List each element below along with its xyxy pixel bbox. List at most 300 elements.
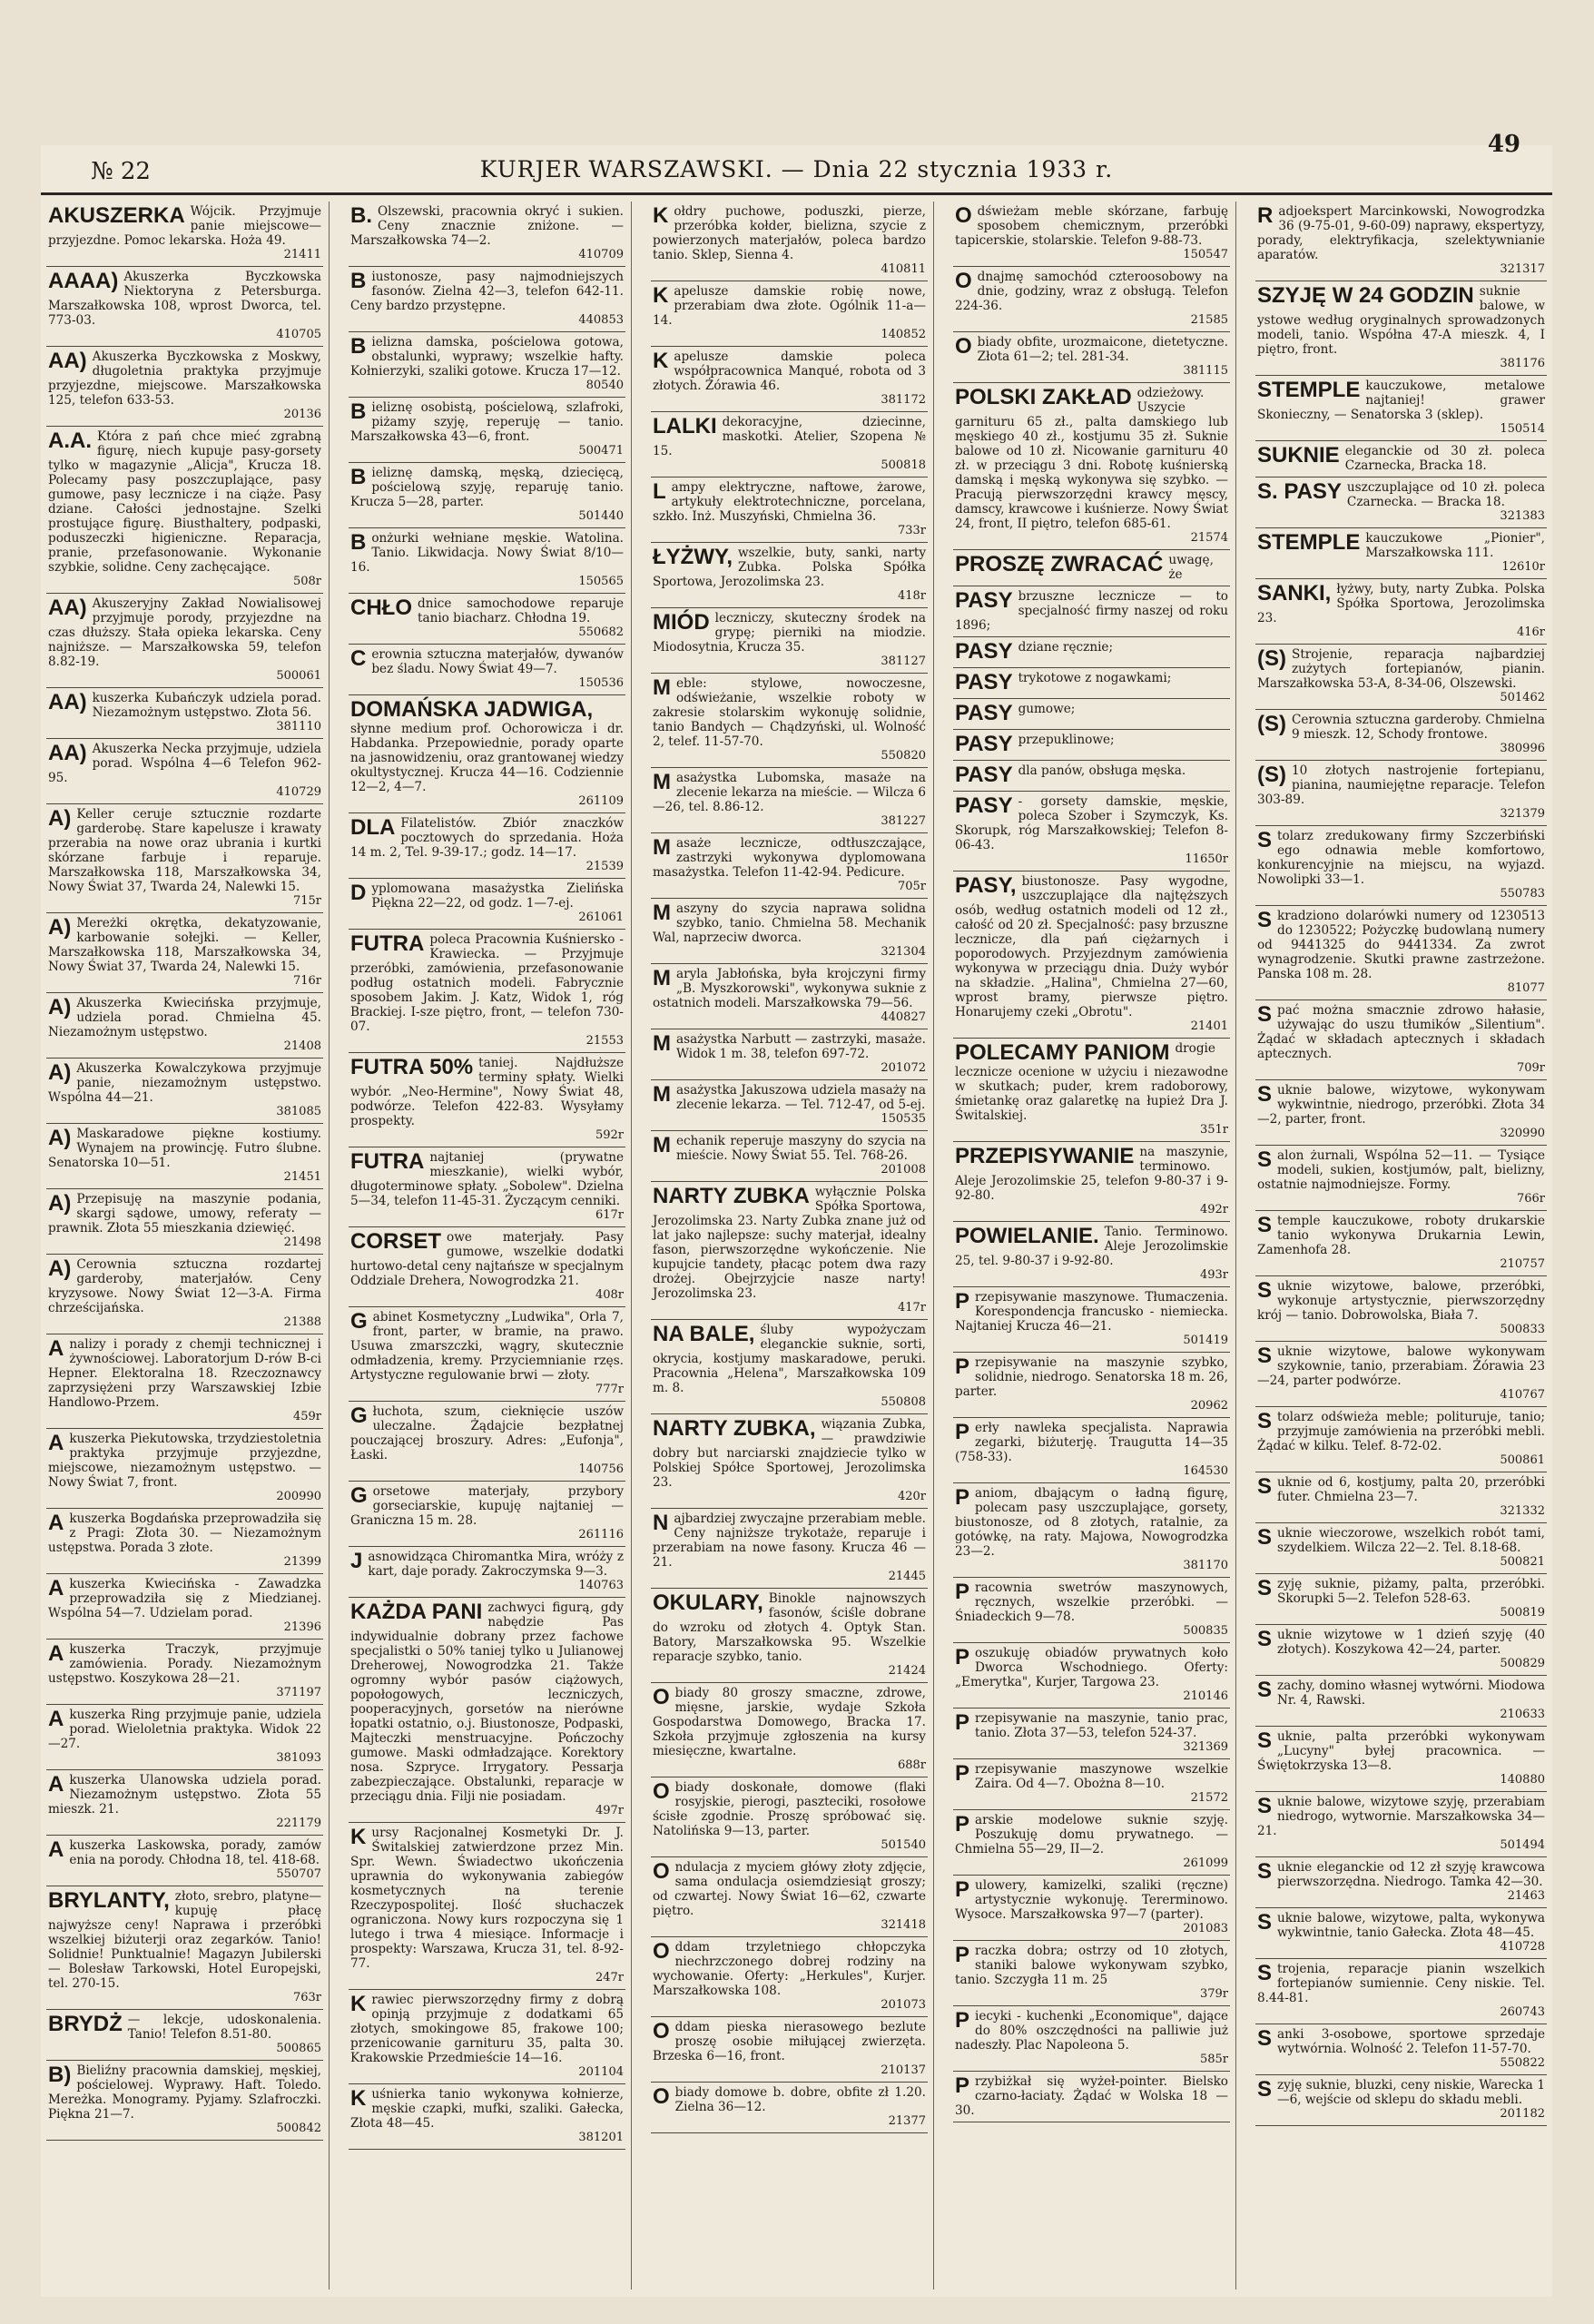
ad-code: 150535: [881, 1112, 926, 1126]
ad-text: rzybiżkał się wyżeł-pointer. Bielsko czarno-łaciaty. Żądać w Wolska 18 — 30.: [955, 2074, 1228, 2118]
ad-text: Filatelistów. Zbiór znaczków pocztowych do sprzedania. Hoża 14 m. 2, Tel. 9-39-17.; godz. 14—17.: [350, 816, 624, 860]
ad-heading: S: [1257, 1474, 1273, 1499]
ad-heading: M: [653, 675, 671, 700]
classified-ad: [651, 1683, 928, 1777]
ad-heading: A): [48, 1126, 72, 1150]
ad-heading: (S): [1257, 763, 1286, 787]
ad-heading: P: [955, 1354, 970, 1379]
ad-heading: B: [350, 269, 367, 293]
newspaper-page: [41, 131, 1552, 2297]
ad-heading: STEMPLE: [1257, 530, 1361, 555]
ad-code: 408r: [595, 1288, 624, 1302]
classified-ad: [953, 1353, 1230, 1418]
classified-ad: [46, 427, 323, 594]
ad-code: 550820: [881, 749, 926, 763]
ad-code: 201083: [1183, 1922, 1228, 1935]
classified-ad: [953, 730, 1230, 761]
ad-code: 410767: [1500, 1388, 1545, 1402]
ad-text: uknie balowe, wizytowe szyję, przerabiam niedrogo, wytwornie. Marszałkowska 34—21.: [1257, 1795, 1545, 1838]
ad-heading: KAŻDA PANI: [350, 1600, 483, 1624]
classified-ad: [46, 1770, 323, 1836]
classified-ad: [46, 1836, 323, 1886]
ad-heading: S: [1257, 1961, 1273, 1985]
ad-text: uknie wizytowe, balowe, przeróbki, wykonuje artystycznie, pierwszorzędny krój — tanio. Dobrowolska, Biała 7.: [1257, 1279, 1545, 1323]
ad-code: 410728: [1500, 1940, 1545, 1954]
classified-ad: [46, 2061, 323, 2141]
ad-text: tolarz odświeża meble; polituruje, tanio; przyjmuje zamówienia na przeróbki mebli. Żądać w kilku. Telef. 8-72-02.: [1257, 1410, 1545, 1453]
ad-code: 381201: [578, 2131, 624, 2144]
ad-heading: S: [1257, 1525, 1273, 1550]
ad-text: Akuszerka Byczkowska z Moskwy, długoletnia praktyka przyjmuje przyjezdne, miejscowe. Marszałkowska 125, telefon 633-53.: [48, 350, 321, 408]
ad-heading: A: [48, 1772, 64, 1797]
ad-text: słynne medium prof. Ochorowicza i dr. Habdanka. Przepowiednie, porady oparte na jasnowidzeniu, oraz grantowanej wiedzy okultystycznej. Krucza 44—16. Codziennie 12—2, 4—7.: [350, 722, 624, 794]
ad-code: 501440: [578, 509, 624, 523]
ad-columns: [41, 202, 1552, 2290]
ad-text: uknie balowe, wizytowe, palta, wykonywa wykwintnie, tanio Gałecka. Złota 48—45.: [1277, 1911, 1545, 1940]
ad-heading: S: [1257, 1213, 1273, 1237]
ad-heading: DOMAŃSKA JADWIGA,: [350, 697, 594, 722]
ad-code: 21411: [283, 248, 321, 261]
ad-text: arskie modelowe suknie szyję. Poszukuję domu prywatnego. — Chmielna 55—29, II—2.: [955, 1813, 1228, 1856]
ad-heading: B: [350, 399, 367, 424]
ad-heading: M: [653, 770, 671, 794]
ad-heading: PASY: [955, 670, 1013, 694]
classified-ad: [46, 1705, 323, 1770]
ad-text: aszyny do szycia naprawa solidna szybko, tanio. Chmielna 58. Mechanik Wal, naprzeciw dworca.: [653, 901, 926, 945]
classified-ad: [349, 2084, 625, 2150]
classified-ad: [953, 202, 1230, 267]
ad-heading: P: [955, 1812, 970, 1837]
ad-text: taniej. Najdłuższe terminy spłaty. Wielki wybór. „Neo-Hermine", Nowy Świat 48, podwórze. Telefon 422-83. Wysyłamy prospekty.: [350, 1056, 624, 1128]
ad-text: iustonosze, pasy najmodniejszych fasonów. Zielna 42—3, telefon 642-11. Ceny bardzo przystępne.: [350, 270, 624, 313]
ad-code: 210633: [1500, 1708, 1545, 1721]
classified-ad: [651, 1777, 928, 1857]
ad-code: 500471: [578, 444, 624, 458]
page-header: [41, 131, 1552, 195]
classified-ad: [953, 872, 1230, 1039]
ad-heading: O: [653, 1939, 670, 1964]
classified-ad: [46, 1059, 323, 1124]
ad-heading: FUTRA: [350, 1149, 425, 1174]
classified-ad: [651, 478, 928, 543]
ad-text: ddam trzyletniego chłopczyka niechrzczonego dobrej rodziny na wychowanie. Oferty: „Herkules", Kurjer. Marszałkowska 108.: [653, 1940, 926, 1998]
ad-heading: B): [48, 2063, 72, 2087]
ad-code: 164530: [1183, 1464, 1228, 1478]
classified-ad: [349, 1402, 625, 1482]
ad-code: 210137: [881, 2063, 926, 2077]
classified-ad: [349, 1990, 625, 2084]
classified-ad: [651, 1509, 928, 1589]
classified-ad: [46, 594, 323, 688]
ad-heading: A): [48, 1191, 72, 1216]
ad-heading: AA): [48, 690, 87, 714]
ad-code: 221179: [276, 1817, 321, 1830]
classified-ad: [1255, 202, 1547, 281]
classified-ad: [1255, 441, 1547, 478]
ad-text: echanik reperuje maszyny do szycia na mieście. Nowy Świat 55. Tel. 768-26.: [676, 1134, 926, 1163]
classified-ad: [349, 398, 625, 463]
ad-code: 247r: [595, 1971, 624, 1984]
classified-ad: [1255, 906, 1547, 1000]
ad-heading: P: [955, 1289, 970, 1314]
ad-code: 21572: [1190, 1791, 1228, 1805]
ad-code: 261116: [578, 1528, 624, 1541]
ad-text: uknie wieczorowe, wszelkich robót tami, szydelkiem. Wilcza 22—2. Tel. 8.18-68.: [1277, 1526, 1545, 1555]
ad-text: kuszerka Bogdańska przeprowadziła się z Pragi: Złota 30. — Niezamożnym ustępstwa. Porada 3 złote.: [48, 1512, 321, 1555]
ad-text: dświeżam meble skórzane, farbuję sposobem chemicznym, przeróbki tapicerskie, stolarskie. Telefon 9-88-73.: [955, 204, 1228, 248]
ad-heading: DLA: [350, 815, 396, 840]
ad-code: 381170: [1183, 1559, 1228, 1572]
ad-text: ieliznę osobistą, pościelową, szlafroki, piżamy szyję, reperuję — tanio. Marszałkowska 43—6, front.: [350, 400, 624, 444]
classified-ad: [349, 1307, 625, 1402]
classified-ad: [349, 1598, 625, 1823]
ad-text: adjoekspert Marcinkowski, Nowogrodzka 36 (9-75-01, 9-60-09) naprawy, ekspertyzy, porady, elektryfikacja, szelektywnianie aparatów.: [1257, 204, 1545, 262]
ad-heading: FUTRA 50%: [350, 1055, 474, 1079]
classified-ad: [46, 1886, 323, 2010]
ad-code: 501419: [1183, 1334, 1228, 1347]
classified-ad: [1255, 1523, 1547, 1574]
classified-ad: [46, 688, 323, 739]
classified-ad: [953, 332, 1230, 383]
column-3: [645, 202, 934, 2290]
ad-text: ndulacja z myciem główy złoty zdjęcie, sama ondulacja osiemdziesiąt groszy; od czwartej. Nowy Świat 16—62, czwarte piętro.: [653, 1860, 926, 1918]
issue-number: № 22: [91, 158, 151, 185]
classified-ad: [953, 1287, 1230, 1353]
ad-text: złoto, srebro, platyne—kupuję płacę najwyższe ceny! Naprawa i przeróbki wszelkiej biżuterji oraz zegarków. Tanio! Solidnie! Punktualnie! Magazyn Jubilerski — Bolesław Tarkowski, Hotel Europejski, tel. 270-15.: [48, 1889, 321, 1991]
ad-text: suknie balowe, w ystowe według oryginalnych sprowadzonych modeli, tanio. Współna 47-A mieszk. 4, I piętro, front.: [1257, 284, 1545, 357]
ad-code: 380996: [1500, 742, 1545, 755]
ad-heading: M: [653, 835, 671, 860]
ad-code: 200990: [276, 1490, 321, 1503]
classified-ad: [1255, 2024, 1547, 2075]
ad-heading: AA): [48, 596, 87, 620]
classified-ad: [651, 1589, 928, 1683]
classified-ad: [953, 1039, 1230, 1142]
ad-text: Akuszerka Kwiecińska przyjmuje, udziela porad. Chmielna 45. Niezamożnym ustępstwo.: [48, 996, 321, 1039]
ad-code: 371197: [276, 1686, 321, 1699]
ad-code: 201072: [881, 1061, 926, 1075]
ad-heading: S: [1257, 1859, 1273, 1884]
ad-text: Akuszerka Byczkowska Niektoryna z Petersburga. Marszałkowska 108, wprost Dworca, tel. 773-03.: [48, 270, 321, 328]
ad-text: asaże lecznicze, odtłuszczające, zastrzyki wykonywa dyplomowana masażystka. Telefon 11-42-94. Pedicure.: [653, 836, 926, 880]
ad-heading: P: [955, 1580, 970, 1604]
ad-text: Olszewski, pracownia okryć i sukien. Ceny znacznie zniżone. — Marszałkowska 74—2.: [350, 204, 624, 248]
ad-heading: PROSZĘ ZWRACAĆ: [955, 552, 1164, 576]
ad-text: erły nawleka specjalista. Naprawia zegarki, biżuterję. Traugutta 14—35 (758-33).: [955, 1421, 1228, 1464]
ad-heading: SUKNIE: [1257, 443, 1340, 468]
ad-code: 440853: [578, 313, 624, 327]
classified-ad: [953, 1418, 1230, 1483]
classified-ad: [1255, 1857, 1547, 1908]
classified-ad: [349, 930, 625, 1053]
ad-code: 459r: [292, 1410, 321, 1423]
classified-ad: [651, 674, 928, 768]
classified-ad: [349, 879, 625, 930]
ad-text: Cerownia sztuczna rozdartej garderoby, materjałów. Ceny kryzysowe. Nowy Świat 12—3-A. Firma chrześcijańska.: [48, 1257, 321, 1315]
classified-ad: [46, 1255, 323, 1334]
ad-code: 500865: [276, 2042, 321, 2055]
column-5: [1250, 202, 1552, 2290]
classified-ad: [1255, 1407, 1547, 1472]
ad-code: 500819: [1500, 1606, 1545, 1620]
ad-text: racownia swetrów maszynowych, ręcznych, wszelkie przeróbki. — Śniadeckich 9—78.: [955, 1581, 1228, 1624]
classified-ad: [651, 2017, 928, 2083]
ad-heading: O: [955, 334, 972, 359]
column-2: [343, 202, 632, 2290]
classified-ad: [1255, 1625, 1547, 1676]
classified-ad: [46, 1124, 323, 1189]
ad-text: aniom, dbającym o ładną figurę, polecam pasy uszczuplające, gorsety, biustonosze, od 8 złotych, ratalnie, za gotówkę, na raty. Majowa, Nowogrodzka 23—2.: [955, 1486, 1228, 1559]
classified-ad: [349, 1482, 625, 1547]
ad-heading: SZYJĘ W 24 GODZIN: [1257, 283, 1474, 308]
ad-code: 21498: [283, 1236, 321, 1249]
classified-ad: [1255, 1472, 1547, 1523]
classified-ad: [349, 267, 625, 332]
ad-heading: P: [955, 1877, 970, 1902]
ad-text: alon żurnali, Wspólna 52—11. — Tysiące modeli, sukien, kostjumów, palt, bielizny, ostatnie najmodniejsze. Formy.: [1257, 1148, 1545, 1192]
ad-heading: A: [48, 1641, 64, 1666]
ad-code: 321332: [1500, 1504, 1545, 1518]
ad-heading: PASY: [955, 732, 1013, 756]
ad-heading: P: [955, 1710, 970, 1735]
classified-ad: [46, 913, 323, 993]
ad-text: trykotowe z nogawkami;: [1018, 671, 1172, 685]
classified-ad: [349, 645, 625, 695]
ad-code: 201104: [578, 2065, 624, 2079]
ad-text: rzepisywanie maszynowe wszelkie Zaira. Od 4—7. Obożna 8—10.: [975, 1762, 1228, 1791]
ad-heading: M: [653, 1082, 671, 1107]
classified-ad: [1255, 1574, 1547, 1625]
classified-ad: [349, 695, 625, 813]
ad-text: rawiec pierwszorzędny firmy z dobrą opinją przyjmuje z dodatkami 65 złotych, smokingowe 85, frakowe 100; przenicowanie garnituru 35, palta 30. Krakowskie Przedmieście 14—16.: [350, 1993, 624, 2065]
classified-ad: [46, 267, 323, 347]
ad-text: zyję suknie, bluzki, ceny niskie, Warecka 1—6, wejście od sklepu do składu mebli.: [1277, 2078, 1545, 2107]
classified-ad: [1255, 826, 1547, 906]
ad-code: 381110: [276, 720, 321, 734]
classified-ad: [651, 768, 928, 833]
ad-code: 150514: [1500, 422, 1545, 436]
ad-code: 21463: [1507, 1889, 1545, 1903]
ad-text: Keller ceruje sztucznie rozdarte garderobę. Stare kapelusze i krawaty przerabia na nowe oraz ubrania i kurtki skórzane farbuje i reparuje. Marszałkowska 118, Marszałkowska 34, Nowy Świat 37, Twarda 24, Nalewki 15.: [48, 807, 321, 894]
ad-code: 501540: [881, 1838, 926, 1852]
ad-text: odzieżowy. Uszycie garnituru 65 zł., palta damskiego lub męskiego 40 zł., kostjumu 35 zł. Suknie balowe od 10 zł. Nicowanie garnituru 40 zł. w przeciągu 3 dni. Robotę kuśnierską damską i męską wykonywa się szybko. — Pracują pierwszorzędni krawcy męscy, damscy, krawcowe i kuśnierze. Nowy Świat 24, front, II piętro, telefon 685-61.: [955, 386, 1228, 531]
ad-code: 585r: [1199, 2053, 1228, 2066]
ad-text: uknie eleganckie od 12 zł szyję krawcowa pierwszorzędna. Niedrogo. Tamka 42—30.: [1277, 1860, 1545, 1889]
ad-heading: MIÓD: [653, 610, 710, 635]
ad-text: kauczukowe „Pionier", Marszałkowska 111.: [1365, 531, 1545, 560]
ad-heading: S: [1257, 1794, 1273, 1818]
ad-heading: AKUSZERKA: [48, 203, 185, 228]
ad-heading: A: [48, 1431, 64, 1455]
ad-heading: K: [350, 1992, 367, 2016]
ad-text: uszczuplające od 10 zł. poleca Czarnecka. — Bracka 18.: [1346, 480, 1545, 509]
ad-text: erownia sztuczna materjałów, dywanów bez śladu. Nowy Świat 49—7.: [371, 647, 624, 676]
ad-text: onżurki wełniane męskie. Watolina. Tanio. Likwidacja. Nowy Świat 8/10—16.: [350, 531, 624, 575]
ad-text: 10 złotych nastrojenie fortepianu, pianina, naumiejętne reparacje. Telefon 303-89.: [1257, 763, 1545, 807]
classified-ad: [349, 528, 625, 594]
ad-text: orsetowe materjały, przybory gorseciarskie, kupuję najtaniej — Graniczna 15 m. 28.: [350, 1484, 624, 1528]
ad-heading: S: [1257, 2026, 1273, 2051]
ad-heading: M: [653, 966, 671, 990]
ad-code: 12610r: [1501, 560, 1545, 574]
ad-heading: B: [350, 465, 367, 489]
ad-code: 381127: [881, 655, 926, 668]
ad-code: 351r: [1199, 1123, 1228, 1137]
ad-code: 21574: [1190, 531, 1228, 545]
ad-heading: P: [955, 2008, 970, 2033]
ad-text: na maszynie, terminowo. Aleje Jerozolimskie 25, telefon 9-80-37 i 9-92-80.: [955, 1145, 1228, 1203]
masthead-title: KURJER WARSZAWSKI. — Dnia 22 stycznia 1933 r.: [479, 156, 1114, 182]
classified-ad: [651, 1080, 928, 1131]
ad-code: 260743: [1500, 2005, 1545, 2019]
ad-heading: S: [1257, 828, 1273, 852]
classified-ad: [953, 1941, 1230, 2006]
ad-text: uśnierka tanio wykonywa kołnierze, męskie czapki, mufki, szaliki. Gałecka, Złota 48—45.: [350, 2087, 624, 2131]
classified-ad: [46, 202, 323, 267]
classified-ad: [349, 1053, 625, 1147]
classified-ad: [1255, 645, 1547, 710]
ad-text: gumowe;: [1018, 702, 1076, 716]
classified-ad: [1255, 761, 1547, 826]
ad-text: biustonosze. Pasy wygodne, uszczuplające dla najtęższych osób, według ostatnich modeli od 12 zł., całość od 20 zł. Specjalność: pasy brzuszne lecznicze, dla pań ciężarnych i poporodowych. Przyjezdnym zamówienia wykonywa w przeciągu dnia. Duży wybór na składzie. „Halina", Chmielna 27—60, wprost bramy, pierwsze piętro. Honarujemy czeki „Obrotu".: [955, 874, 1228, 1019]
classified-ad: [46, 1509, 323, 1574]
ad-text: Przepisuję na maszynie podania, skargi sądowe, umowy, referaty — prawnik. Złota 55 mieszkania dziewięć.: [48, 1192, 321, 1236]
classified-ad: [651, 412, 928, 478]
classified-ad: [46, 739, 323, 804]
classified-ad: [651, 1857, 928, 1937]
classified-ad: [1255, 1676, 1547, 1727]
ad-text: śluby wypożyczam eleganckie suknie, sorti, okrycia, kostjumy maskaradowe, peruki. Pracownia „Helena", Marszałkowska 109 m. 8.: [653, 1323, 926, 1395]
ad-heading: O: [653, 1859, 670, 1884]
ad-code: 500821: [1500, 1555, 1545, 1569]
ad-text: apelusze damskie poleca współpracownica Manqué, robota od 3 złotych. Żórawia 46.: [653, 350, 926, 393]
classified-ad: [953, 586, 1230, 637]
ad-code: 11650r: [1185, 852, 1228, 866]
ad-heading: L: [653, 479, 666, 504]
classified-ad: [1255, 710, 1547, 761]
ad-text: Maskaradowe piękne kostiumy. Wynajem na prowincję. Futro ślubne. Senatorska 10—51.: [48, 1127, 321, 1170]
classified-ad: [953, 1222, 1230, 1287]
ad-text: tolarz zredukowany firmy Szczerbiński ego odnawia meble komfortowo, konkurencyjnie na miejscu, na wyjazd. Nowolipki 33—1.: [1257, 829, 1545, 887]
classified-ad: [349, 332, 625, 398]
ad-heading: POLECAMY PANIOM: [955, 1040, 1170, 1065]
ad-heading: O: [653, 2019, 670, 2043]
ad-heading: PASY: [955, 701, 1013, 725]
ad-heading: O: [653, 2084, 670, 2109]
ad-code: 550682: [578, 625, 624, 639]
ad-text: oszukuję obiadów prywatnych koło Dworca Wschodniego. Oferty: „Emerytka", Kurjer, Targowa 23.: [955, 1646, 1228, 1689]
ad-code: 21408: [283, 1039, 321, 1053]
ad-text: ieliznę damską, męską, dziecięcą, pościelową szyję, reparuję tanio. Krucza 5—28, parter.: [350, 466, 624, 509]
ad-text: biady doskonałe, domowe (flaki rosyjskie, pierogi, paszteciki, rosołowe ścisłe zgodnie. Proszę spróbować się. Natolińska 9—13, parter.: [653, 1780, 926, 1838]
ad-heading: G: [350, 1483, 368, 1508]
ad-code: 416r: [1516, 625, 1545, 639]
ad-code: 381085: [276, 1105, 321, 1118]
ad-code: 500829: [1500, 1657, 1545, 1670]
ad-heading: N: [653, 1511, 669, 1535]
classified-ad: [953, 1142, 1230, 1222]
ad-heading: S: [1257, 1002, 1273, 1027]
ad-code: 550822: [1500, 2056, 1545, 2070]
ad-heading: S: [1257, 1576, 1273, 1600]
ad-text: Tanio. Terminowo. Aleje Jerozolimskie 25, tel. 9-80-37 i 9-92-80.: [955, 1225, 1228, 1268]
classified-ad: [651, 899, 928, 964]
ad-heading: P: [955, 1943, 970, 1967]
ad-code: 21451: [283, 1170, 321, 1184]
ad-text: kradziono dolarówki numery od 1230513 do 1230522; Pożyczkę budowlaną numery od 9441325 do 9441334. Za zwrot wynagrodzenie. Skutki prawne zastrzeżone. Panska 108 m. 28.: [1257, 909, 1545, 981]
ad-text: kuszerka Traczyk, przyjmuje zamówienia. Porady. Niezamożnym ustępstwo. Koszykowa 28—21.: [48, 1642, 321, 1686]
ad-text: trojenia, reparacje pianin wszelkich fortepianów sumiennie. Ceny niskie. Tel. 8.44-81.: [1257, 1962, 1545, 2005]
ad-heading: M: [653, 1031, 671, 1056]
classified-ad: [349, 1227, 625, 1307]
ad-text: kuszerka Ring przyjmuje panie, udziela porad. Wieloletnia praktyka. Widok 22—27.: [48, 1708, 321, 1751]
ad-heading: A: [48, 1336, 64, 1361]
ad-text: dekoracyjne, dziecinne, maskotki. Atelier, Szopena № 15.: [653, 415, 926, 458]
ad-heading: POLSKI ZAKŁAD: [955, 385, 1132, 409]
ad-code: 418r: [897, 589, 926, 603]
ad-code: 21401: [1190, 1019, 1228, 1033]
ad-heading: O: [653, 1685, 670, 1709]
ad-text: abinet Kosmetyczny „Ludwika", Orla 7, front, parter, w bramie, na prawo. Usuwa zmarszczki, wągry, skutecznie odmładzenia, kremy. Przyciemnianie rzęs. Artystyczne regulowanie brwi — złoty.: [350, 1310, 624, 1383]
ad-heading: A): [48, 1256, 72, 1281]
page-number: 49: [1487, 131, 1520, 158]
ad-text: zyję suknie, piżamy, palta, przeróbki. Skorupki 5—2. Telefon 528-63.: [1277, 1577, 1545, 1606]
ad-heading: S: [1257, 1678, 1273, 1702]
ad-text: Akuszeryjny Zakład Nowialisowej przyjmuje porody, przyjezdne na czas dłuższy. Stała opieka lekarska. Ceny najniższe. — Marszałkowska 59, telefon 8.82-19.: [48, 596, 321, 669]
ad-code: 210146: [1183, 1689, 1228, 1703]
ad-code: 321369: [1183, 1740, 1228, 1754]
classified-ad: [46, 993, 323, 1059]
classified-ad: [349, 594, 625, 645]
ad-code: 550808: [881, 1395, 926, 1409]
classified-ad: [349, 1547, 625, 1598]
ad-code: 501462: [1500, 691, 1545, 704]
ad-text: Strojenie, reparacja najbardziej zużytych fortepianów, pianin. Marszałkowska 53-A, 8-34-06, Olszewski.: [1257, 647, 1545, 691]
ad-text: kuszerka Ulanowska udziela porad. Niezamożnym ustępstwo. Złota 55 mieszk. 21.: [48, 1773, 321, 1817]
ad-heading: A.A.: [48, 428, 92, 453]
classified-ad: [349, 1147, 625, 1227]
classified-ad: [1255, 579, 1547, 645]
ad-heading: O: [653, 1779, 670, 1804]
ad-code: 777r: [595, 1383, 624, 1396]
classified-ad: [651, 281, 928, 347]
classified-ad: [1255, 1146, 1547, 1211]
ad-code: 440827: [881, 1010, 926, 1024]
ad-code: 201008: [881, 1163, 926, 1177]
ad-heading: (S): [1257, 712, 1286, 736]
ad-text: nalizy i porady z chemji technicznej i żywnościowej. Laboratorjum D-rów B-ci Hepner. Elektoralna 18. Rzeczoznawcy zaprzysiężeni przy Warszawskiej Izbie Handlowo-Przem.: [48, 1337, 321, 1410]
ad-code: 140763: [578, 1579, 624, 1592]
ad-text: kuszerka Piekutowska, trzydziestoletnia praktyka przyjmuje przyjezdne, miejscowe, niezamożnym ustępstwo. — Nowy Świat 7, front.: [48, 1432, 321, 1490]
ad-code: 81077: [1507, 981, 1545, 995]
classified-ad: [651, 833, 928, 899]
ad-heading: BRYDŻ: [48, 2012, 123, 2036]
ad-code: 550707: [276, 1867, 321, 1881]
ad-code: 321317: [1500, 262, 1545, 276]
classified-ad: [953, 1810, 1230, 1876]
ad-code: 150547: [1183, 248, 1228, 261]
classified-ad: [1255, 1959, 1547, 2024]
ad-text: dziane ręcznie;: [1018, 640, 1114, 655]
ad-text: ursy Racjonalnej Kosmetyki Dr. J. Świtalskiej zatwierdzone przez Min. Spr. Wewn. Świadectwo ukończenia uprawnia do wykonywania zabiegów kosmetycznych na terenie Rzeczypospolitej. Ilość słuchaczek ograniczona. Nowy kurs rozpoczyna się 1 lutego i trwa 4 miesiące. Informacje i prospekty: Warszawa, Krucza 31, tel. 8-92-77.: [350, 1826, 624, 1971]
classified-ad: [953, 761, 1230, 792]
ad-code: 320990: [1500, 1127, 1545, 1140]
ad-code: 21445: [888, 1570, 926, 1583]
ad-text: iecyki - kuchenki „Economique", dające do 80% oszczędności na palliwie już nadeszły. Plac Napoleona 5.: [955, 2009, 1228, 2053]
column-1: [41, 202, 330, 2290]
ad-heading: A: [48, 1576, 64, 1600]
ad-heading: S: [1257, 1627, 1273, 1651]
